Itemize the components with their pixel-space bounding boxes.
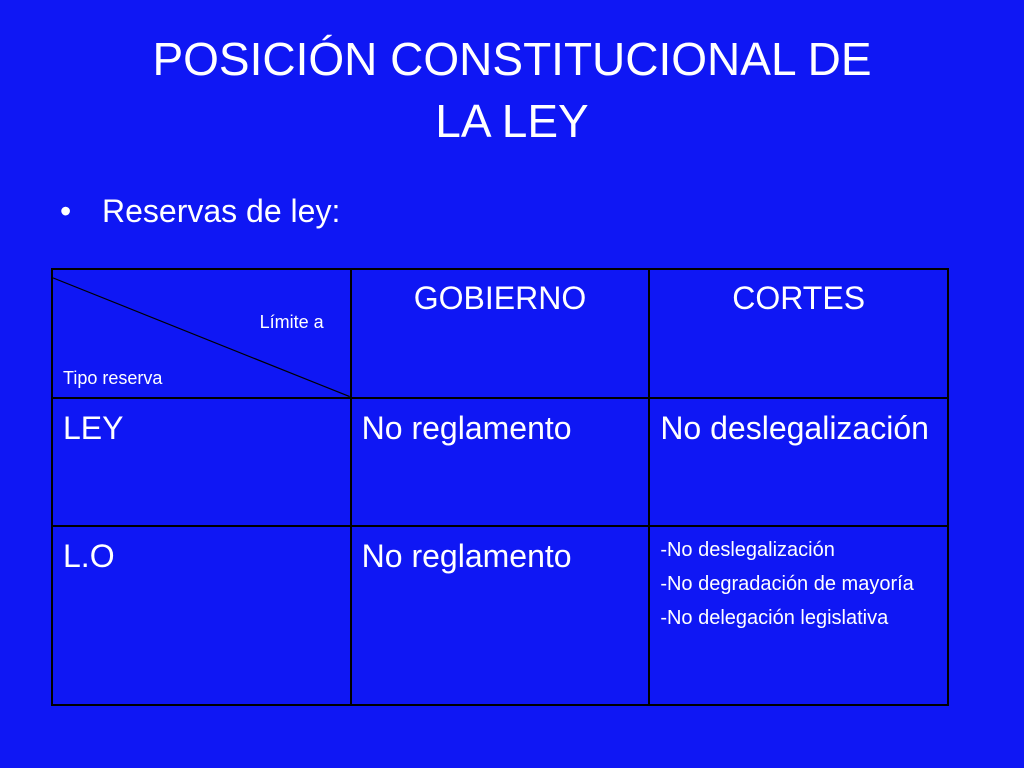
cell-ley-cortes: No deslegalización: [649, 398, 948, 527]
table-corner-cell: [52, 269, 351, 398]
slide-title-line-2: LA LEY: [435, 95, 589, 147]
list-item: -No delegación legislativa: [660, 607, 889, 630]
table-header-row: [52, 269, 948, 398]
header-gobierno: GOBIERNO: [351, 269, 650, 398]
header-cortes: CORTES: [649, 269, 948, 398]
bullet-list: [60, 188, 340, 234]
reserva-table: [51, 268, 949, 706]
bullet-item: [60, 188, 340, 234]
lo-cortes-list: [660, 535, 937, 633]
cell-ley-gobierno: No reglamento: [351, 398, 650, 527]
list-item: -No degradación de mayoría: [660, 573, 914, 596]
cell-lo-cortes: [649, 526, 948, 705]
cell-lo-gobierno: No reglamento: [351, 526, 650, 705]
bullet-text: Reservas de ley:: [102, 193, 341, 229]
list-item: -No deslegalización: [660, 539, 835, 562]
corner-label-limite: Límite a: [259, 312, 324, 332]
slide-title: [40, 28, 984, 152]
table-row: [52, 398, 948, 527]
table-row: [52, 526, 948, 705]
bullet-mark: •: [60, 193, 72, 229]
slide-title-line-1: POSICIÓN CONSTITUCIONAL DE: [152, 33, 872, 85]
row-label-lo: L.O: [52, 526, 351, 705]
corner-label-tipo: Tipo reserva: [63, 368, 163, 388]
row-label-ley: LEY: [52, 398, 351, 527]
